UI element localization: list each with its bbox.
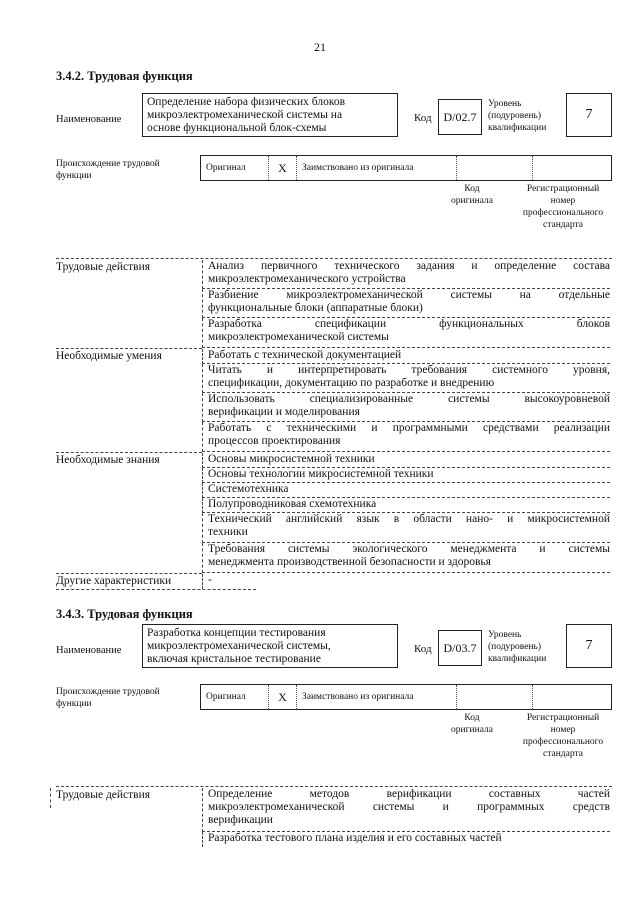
origin-borrowed: Заимствовано из оригинала xyxy=(297,685,457,709)
cell-line: Основы микросистемной техники xyxy=(208,453,375,465)
table-cell xyxy=(202,483,610,498)
group-rule xyxy=(56,452,202,453)
group-label-knowledge: Необходимые знания xyxy=(56,454,160,466)
group-rule xyxy=(56,348,202,349)
cell-line: Полупроводниковая схемотехника xyxy=(208,498,377,510)
cell-line: Системотехника xyxy=(208,483,289,495)
function-name-line: Определение набора физических блоков xyxy=(147,96,346,108)
table-cell xyxy=(202,453,610,468)
function-code: D/03.7 xyxy=(438,630,482,666)
cell-line: Разбиение микроэлектромеханической системы на отдельные xyxy=(208,289,610,301)
cell-line: Работать с техническими и программными средствами реализации xyxy=(208,422,610,434)
cell-line: микроэлектромеханической системы xyxy=(208,331,389,343)
origin-borrowed: Заимствовано из оригинала xyxy=(297,156,457,180)
name-label: Наименование xyxy=(56,114,122,125)
cell-line: микроэлектромеханического устройства xyxy=(208,273,406,285)
table-cell xyxy=(202,422,610,452)
code-label: Код xyxy=(414,643,432,655)
reg-caption-line: стандарта xyxy=(543,749,583,759)
cell-line: техники xyxy=(208,526,248,538)
table-cell xyxy=(202,289,610,318)
cell-line: менеджмента производственной безопасности и здоровья xyxy=(208,556,491,568)
cell-line: функциональные блоки (аппаратные блоки) xyxy=(208,302,423,314)
code-caption-line: Код xyxy=(464,713,480,723)
reg-caption-line: номер xyxy=(550,725,576,735)
origin-mark: X xyxy=(269,685,297,709)
cell-line: микроэлектромеханической системы и программных средств xyxy=(208,801,610,813)
table-cell xyxy=(202,349,610,364)
function-name-line: Разработка концепции тестирования xyxy=(147,627,326,639)
function-name-line: микроэлектромеханической системы на xyxy=(147,109,343,121)
function-name-line: основе функциональной блок-схемы xyxy=(147,122,327,134)
level-label-line: Уровень xyxy=(488,99,522,109)
origin-label-line: функции xyxy=(56,699,92,709)
code-caption-line: оригинала xyxy=(451,196,493,206)
origin-original: Оригинал xyxy=(201,685,269,709)
function-name-line: включая кристальное тестирование xyxy=(147,653,321,665)
qualification-level: 7 xyxy=(566,624,612,668)
group-label-skills: Необходимые умения xyxy=(56,350,162,362)
table-cell xyxy=(202,318,610,348)
group-label-actions: Трудовые действия xyxy=(56,261,151,273)
origin-label-line: функции xyxy=(56,171,92,181)
cell-line: Работать с технической документацией xyxy=(208,349,402,361)
cell-line: процессов проектирования xyxy=(208,435,341,447)
origin-original: Оригинал xyxy=(201,156,269,180)
level-label-line: (подуровень) xyxy=(488,111,542,121)
cell-line: Требования системы экологического менеджмента и системы xyxy=(208,543,610,555)
level-label-line: (подуровень) xyxy=(488,642,542,652)
reg-caption-line: номер xyxy=(550,196,576,206)
cell-line: Определение методов верификации составных частей xyxy=(208,788,610,800)
cell-line: Читать и интерпретировать требования системного уровня, xyxy=(208,364,610,376)
group-label-other: Другие характеристики xyxy=(56,575,172,587)
table-cell xyxy=(202,543,610,573)
code-label: Код xyxy=(414,112,432,124)
table-cell xyxy=(202,498,610,513)
level-label-line: Уровень xyxy=(488,630,522,640)
level-label-line: квалификации xyxy=(488,654,547,664)
table-top-rule xyxy=(56,258,612,259)
table-cell xyxy=(202,574,610,589)
origin-label xyxy=(56,158,160,182)
table-cell xyxy=(202,468,610,483)
reg-caption xyxy=(514,712,612,760)
origin-reg-cell xyxy=(533,156,611,180)
reg-caption-line: стандарта xyxy=(543,220,583,230)
origin-label-line: Происхождение трудовой xyxy=(56,687,160,697)
reg-caption-line: профессионального xyxy=(522,737,604,747)
cell-line: Основы технологии микросистемной техники xyxy=(208,468,434,480)
group-rule xyxy=(56,573,202,574)
origin-mark: X xyxy=(269,156,297,180)
group-label-actions: Трудовые действия xyxy=(56,789,151,801)
section-heading: 3.4.3. Трудовая функция xyxy=(56,607,193,621)
reg-caption-line: Регистрационный xyxy=(526,184,600,194)
cell-line: верификации xyxy=(208,814,273,826)
section-heading: 3.4.2. Трудовая функция xyxy=(56,69,193,83)
table-cell xyxy=(202,513,610,543)
level-label xyxy=(488,98,546,134)
qualification-level: 7 xyxy=(566,93,612,137)
function-name-line: микроэлектромеханической системы, xyxy=(147,640,331,652)
table-cell xyxy=(202,393,610,422)
table-bottom-rule xyxy=(56,589,256,590)
cell-line: верификации и моделирования xyxy=(208,406,360,418)
origin-row xyxy=(200,155,612,181)
code-caption-line: Код xyxy=(464,184,480,194)
table-top-rule xyxy=(56,786,612,787)
level-label xyxy=(488,629,546,665)
function-name-box xyxy=(142,93,398,137)
cell-line: Использовать специализированные системы высокоуровневой xyxy=(208,393,610,405)
table-cell xyxy=(202,364,610,393)
code-caption xyxy=(432,183,512,207)
level-label-line: квалификации xyxy=(488,123,547,133)
table-cell xyxy=(202,260,610,289)
code-caption-line: оригинала xyxy=(451,725,493,735)
cell-line: Анализ первичного технического задания и определение состава xyxy=(208,260,610,272)
table-cell xyxy=(202,832,610,847)
origin-row xyxy=(200,684,612,710)
origin-reg-cell xyxy=(533,685,611,709)
function-code: D/02.7 xyxy=(438,99,482,135)
origin-code-cell xyxy=(457,685,533,709)
cell-line: спецификации, документацию по разработке и внедрению xyxy=(208,377,495,389)
reg-caption xyxy=(514,183,612,231)
reg-caption-line: профессионального xyxy=(522,208,604,218)
page-number: 21 xyxy=(314,40,326,54)
cell-line: Разработка тестового плана изделия и его составных частей xyxy=(208,832,502,844)
origin-label xyxy=(56,686,160,710)
code-caption xyxy=(432,712,512,736)
table-cell xyxy=(202,788,610,832)
origin-label-line: Происхождение трудовой xyxy=(56,159,160,169)
function-name-box xyxy=(142,624,398,668)
origin-code-cell xyxy=(457,156,533,180)
reg-caption-line: Регистрационный xyxy=(526,713,600,723)
scan-mark xyxy=(50,788,51,808)
name-label: Наименование xyxy=(56,645,122,656)
cell-line: Технический английский язык в области нано- и микросистемной xyxy=(208,513,610,525)
cell-line: Разработка спецификации функциональных блоков xyxy=(208,318,610,330)
cell-line: - xyxy=(208,574,212,586)
